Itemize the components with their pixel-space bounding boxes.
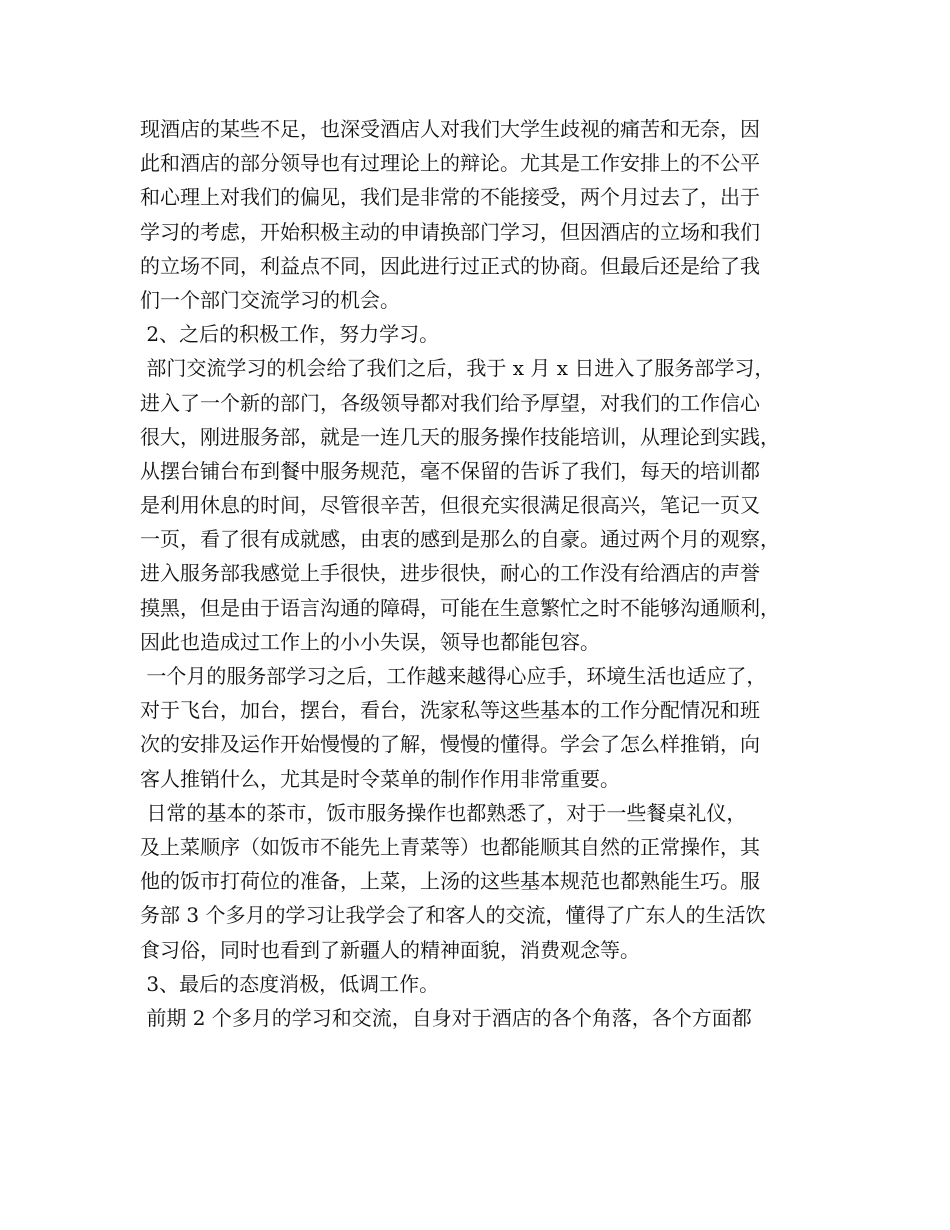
text-line: 现酒店的某些不足，也深受酒店人对我们大学生歧视的痛苦和无奈，因 <box>140 117 760 141</box>
text-line: 次的安排及运作开始慢慢的了解，慢慢的懂得。学会了怎么样推销，向 <box>140 732 760 757</box>
text-line: 他的饭市打荷位的准备，上菜，上汤的这些基本规范也都熟能生巧。服 <box>140 869 760 894</box>
text-line: 是利用休息的时间，尽管很辛苦，但很充实很满足很高兴，笔记一页又 <box>140 493 760 518</box>
text-line: 学习的考虑，开始积极主动的申请换部门学习，但因酒店的立场和我们 <box>140 219 760 244</box>
text-line: 和心理上对我们的偏见，我们是非常的不能接受，两个月过去了，出于 <box>140 185 760 210</box>
text-line: 因此也造成过工作上的小小失误，领导也都能包容。 <box>140 629 600 654</box>
text-line: 客人推销什么，尤其是时令菜单的制作作用非常重要。 <box>140 766 620 791</box>
text-line: 前期 2 个多月的学习和交流，自身对于酒店的各个角落，各个方面都 <box>140 1005 752 1030</box>
section-heading: 3、最后的态度消极，低调工作。 <box>140 971 440 996</box>
text-line: 食习俗，同时也看到了新疆人的精神面貌，消费观念等。 <box>140 937 640 962</box>
text-line: 日常的基本的茶市，饭市服务操作也都熟悉了，对于一些餐桌礼仪， <box>140 800 747 825</box>
body-text <box>140 112 830 1035</box>
text-line: 务部 3 个多月的学习让我学会了和客人的交流，懂得了广东人的生活饮 <box>140 903 766 928</box>
text-line: 及上菜顺序（如饭市不能先上青菜等）也都能顺其自然的正常操作，其 <box>140 834 760 859</box>
text-line: 摸黑，但是由于语言沟通的障碍，可能在生意繁忙之时不能够沟通顺利， <box>140 595 780 620</box>
text-line: 一个月的服务部学习之后，工作越来越得心应手，环境生活也适应了， <box>140 664 767 688</box>
text-line: 们一个部门交流学习的机会。 <box>140 287 400 312</box>
text-line: 进入了一个新的部门，各级领导都对我们给予厚望，对我们的工作信心 <box>140 390 760 415</box>
text-line: 从摆台铺台布到餐中服务规范，毫不保留的告诉了我们，每天的培训都 <box>140 458 760 483</box>
text-line: 的立场不同，利益点不同，因此进行过正式的协商。但最后还是给了我 <box>140 253 760 278</box>
text-line: 部门交流学习的机会给了我们之后，我于 x 月 x 日进入了服务部学习， <box>140 356 775 381</box>
text-line: 此和酒店的部分领导也有过理论上的辩论。尤其是工作安排上的不公平 <box>140 151 760 176</box>
text-line: 对于飞台，加台，摆台，看台，洗家私等这些基本的工作分配情况和班 <box>140 698 760 723</box>
text-line: 很大，刚进服务部，就是一连几天的服务操作技能培训，从理论到实践， <box>140 424 780 449</box>
section-heading: 2、之后的积极工作，努力学习。 <box>140 322 440 347</box>
text-line: 一页，看了很有成就感，由衷的感到是那么的自豪。通过两个月的观察， <box>140 527 780 552</box>
text-line: 进入服务部我感觉上手很快，进步很快，耐心的工作没有给酒店的声誉 <box>140 561 760 586</box>
